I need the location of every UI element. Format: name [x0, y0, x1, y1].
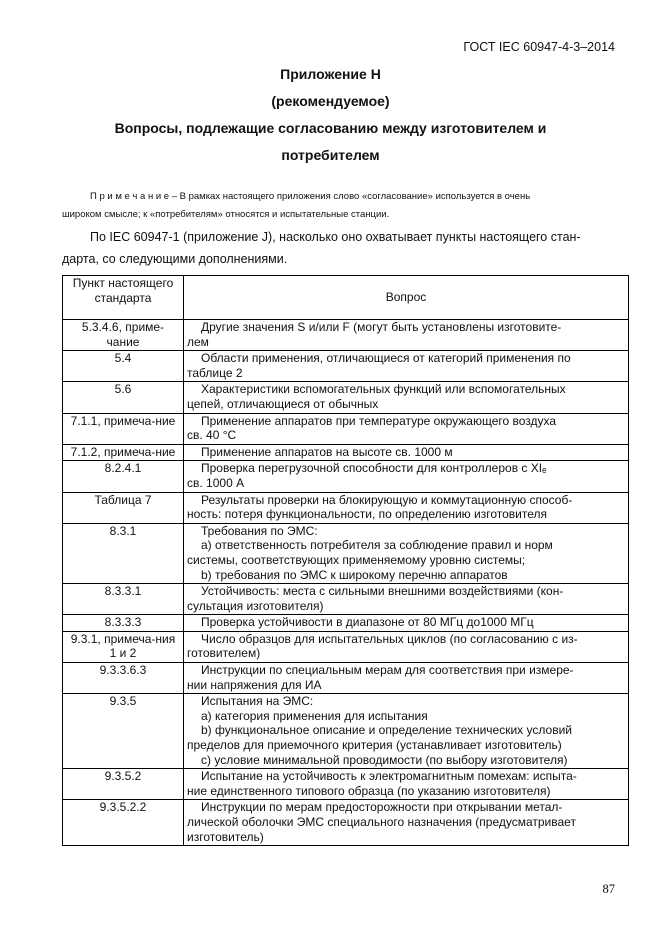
- question-cell: [184, 382, 629, 413]
- table-row: [63, 631, 629, 662]
- annex-status: (рекомендуемое): [271, 93, 390, 109]
- question-line: Результаты проверки на блокирующую и коммутационную способ-: [201, 492, 573, 507]
- table-body: [63, 320, 629, 846]
- note-line2: широком смысле; к «потребителям» относятся и испытательные станции.: [62, 209, 390, 220]
- question-line: Проверка перегрузочной способности для контроллеров с XIₑ: [201, 461, 547, 476]
- question-line: таблице 2: [187, 365, 243, 380]
- question-line: ние единственного типового образца (по указанию изготовителя): [187, 783, 551, 798]
- question-cell: [184, 694, 629, 769]
- question-line: Применение аппаратов при температуре окружающего воздуха: [201, 413, 557, 428]
- clause-cell: 5.6: [63, 382, 184, 413]
- note: [62, 188, 622, 224]
- clause-cell: 5.3.4.6, приме-чание: [63, 320, 184, 351]
- question-line: Испытания на ЭМС:: [201, 694, 314, 709]
- header-question: Вопрос: [184, 276, 629, 320]
- question-line: а) ответственность потребителя за соблюдение правил и норм: [201, 538, 553, 553]
- question-line: св. 1000 А: [187, 475, 245, 490]
- question-line: b) требования по ЭМС к широкому перечню аппаратов: [201, 567, 508, 582]
- clause-cell: 9.3.1, примеча-ния 1 и 2: [63, 631, 184, 662]
- question-cell: [184, 769, 629, 800]
- table-row: [63, 382, 629, 413]
- clause-cell: 5.4: [63, 351, 184, 382]
- clause-cell: 8.3.3.3: [63, 615, 184, 632]
- table-row: [63, 769, 629, 800]
- question-line: Проверка устойчивости в диапазоне от 80 МГц до1000 МГц: [201, 615, 534, 630]
- clause-cell: 9.3.5: [63, 694, 184, 769]
- question-cell: [184, 444, 629, 461]
- table-header-row: [63, 276, 629, 320]
- table-row: [63, 320, 629, 351]
- question-line: нии напряжения для ИА: [187, 677, 322, 692]
- question-line: Требования по ЭМС:: [201, 523, 318, 538]
- agreement-items-table: [62, 275, 629, 846]
- table-row: [63, 492, 629, 523]
- page-number: 87: [602, 882, 615, 896]
- table-row: [63, 615, 629, 632]
- question-line: ность: потеря функциональности, по определению изготовителя: [187, 507, 547, 522]
- table-row: [63, 351, 629, 382]
- question-cell: [184, 663, 629, 694]
- table-row: [63, 523, 629, 583]
- question-line: изготовитель): [187, 829, 264, 844]
- clause-cell: 8.3.1: [63, 523, 184, 583]
- question-line: Характеристики вспомогательных функций или вспомогательных: [201, 382, 566, 397]
- annex-heading-line1: Вопросы, подлежащие согласованию между изготовителем и: [114, 120, 547, 136]
- question-line: Применение аппаратов на высоте св. 1000 м: [201, 444, 453, 459]
- header-clause: Пункт настоящего стандарта: [63, 276, 184, 320]
- question-cell: [184, 413, 629, 444]
- standard-designation: ГОСТ IEC 60947-4-3–2014: [463, 40, 615, 54]
- question-line: Число образцов для испытательных циклов (по согласованию с из-: [201, 631, 578, 646]
- question-cell: [184, 523, 629, 583]
- annex-title: Приложение Н: [280, 66, 381, 82]
- question-cell: [184, 320, 629, 351]
- table-row: [63, 694, 629, 769]
- question-cell: [184, 492, 629, 523]
- question-line: готовителем): [187, 646, 261, 661]
- question-line: Области применения, отличающиеся от категорий применения по: [201, 351, 571, 366]
- table-row: [63, 584, 629, 615]
- table-row: [63, 663, 629, 694]
- question-line: а) категория применения для испытания: [201, 708, 428, 723]
- question-line: лической оболочки ЭМС специального назначения (предусматривает: [187, 815, 576, 829]
- intro-line2: дарта, со следующими дополнениями.: [62, 252, 288, 266]
- note-line1: П р и м е ч а н и е – В рамках настоящего приложения слово «согласование» используется в очень: [90, 191, 531, 202]
- table-row: [63, 461, 629, 492]
- question-line: сультация изготовителя): [187, 598, 324, 613]
- question-line: Инструкции по специальным мерам для соответствия при измере-: [201, 663, 574, 678]
- question-line: b) функциональное описание и определение технических условий: [201, 723, 572, 738]
- question-cell: [184, 800, 629, 846]
- question-line: Инструкции по мерам предосторожности при открывании метал-: [201, 800, 563, 815]
- clause-cell: Таблица 7: [63, 492, 184, 523]
- question-line: св. 40 °C: [187, 428, 237, 443]
- intro-line1: По IEC 60947-1 (приложение J), насколько оно охватывает пункты настоящего стан-: [90, 230, 581, 244]
- question-cell: [184, 461, 629, 492]
- clause-cell: 7.1.2, примеча-ние: [63, 444, 184, 461]
- intro-paragraph: [62, 226, 628, 270]
- question-line: системы, соответствующих применяемому уровню системы;: [187, 552, 526, 567]
- clause-cell: 8.2.4.1: [63, 461, 184, 492]
- clause-cell: 9.3.5.2: [63, 769, 184, 800]
- question-line: Устойчивость: места с сильными внешними воздействиями (кон-: [201, 584, 564, 599]
- question-line: пределов для приемочного критерия (устанавливает изготовитель): [187, 738, 562, 753]
- clause-cell: 7.1.1, примеча-ние: [63, 413, 184, 444]
- clause-cell: 9.3.3.6.3: [63, 663, 184, 694]
- question-cell: [184, 584, 629, 615]
- table-row: [63, 444, 629, 461]
- annex-heading-line2: потребителем: [281, 147, 380, 163]
- clause-cell: 9.3.5.2.2: [63, 800, 184, 846]
- table-row: [63, 413, 629, 444]
- question-cell: [184, 615, 629, 632]
- question-line: Испытание на устойчивость к электромагнитным помехам: испыта-: [201, 769, 577, 784]
- question-cell: [184, 351, 629, 382]
- question-line: Другие значения S и/или F (могут быть установлены изготовите-: [201, 320, 562, 334]
- clause-cell: 8.3.3.1: [63, 584, 184, 615]
- question-cell: [184, 631, 629, 662]
- question-line: лем: [187, 334, 209, 349]
- question-line: с) условие минимальной проводимости (по выбору изготовителя): [201, 752, 568, 767]
- table-row: [63, 800, 629, 846]
- question-line: цепей, отличающиеся от обычных: [187, 396, 379, 411]
